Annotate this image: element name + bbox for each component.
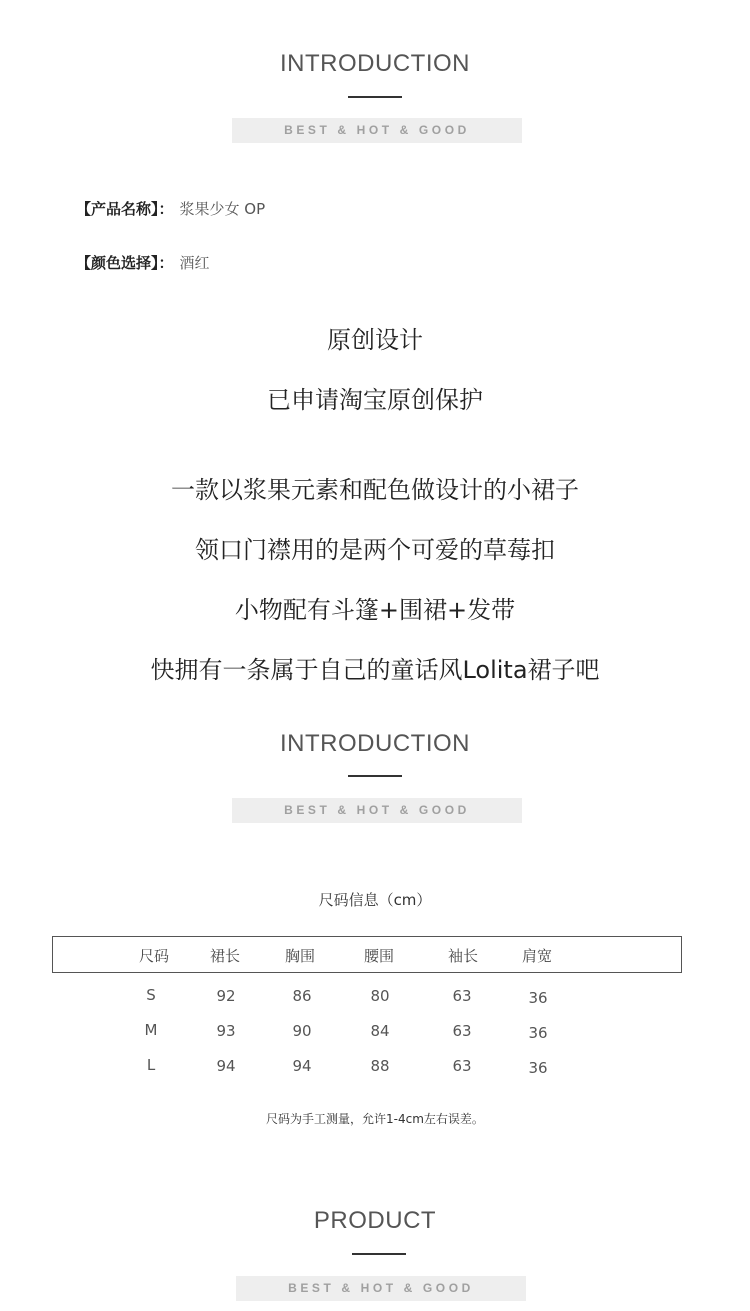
size-chart-cell: 36	[528, 1059, 548, 1077]
size-chart-cell: 94	[292, 1057, 312, 1075]
product-color-row	[76, 252, 210, 273]
size-chart-cell: 63	[452, 1022, 472, 1040]
size-chart-cell: S	[146, 986, 156, 1004]
product-name-row	[76, 198, 265, 219]
section-tagline: BEST & HOT & GOOD	[232, 798, 522, 823]
section-tagline: BEST & HOT & GOOD	[236, 1276, 526, 1301]
section-divider	[348, 96, 402, 98]
section-title-product: PRODUCT	[313, 1207, 437, 1234]
size-chart-cell: 36	[528, 989, 548, 1007]
description-line: 快拥有一条属于自己的童话风Lolita裙子吧	[150, 656, 600, 684]
description-line: 一款以浆果元素和配色做设计的小裙子	[171, 476, 579, 504]
description-line: 领口门襟用的是两个可爱的草莓扣	[195, 536, 555, 564]
size-chart-cell: 80	[370, 987, 390, 1005]
section-divider	[352, 1253, 406, 1255]
section-divider	[348, 775, 402, 777]
product-name-label: 【产品名称】：	[76, 200, 174, 218]
size-chart-cell: 90	[292, 1022, 312, 1040]
size-chart-note: 尺码为手工测量，允许1-4cm左右误差。	[266, 1112, 484, 1126]
size-chart-header-cell: 裙长	[209, 947, 240, 965]
description-line: 小物配有斗篷+围裙+发带	[234, 596, 516, 624]
description-line: 原创设计	[327, 326, 423, 354]
product-color-value: 酒红	[179, 254, 210, 272]
size-chart-cell: 92	[216, 987, 236, 1005]
size-chart-caption: 尺码信息（cm）	[318, 891, 432, 909]
size-chart-cell: 94	[216, 1057, 236, 1075]
size-chart-cell: 63	[452, 987, 472, 1005]
section-title-introduction: INTRODUCTION	[280, 50, 470, 77]
product-color-label: 【颜色选择】：	[76, 254, 174, 272]
size-chart-header-cell: 肩宽	[521, 947, 552, 965]
section-tagline: BEST & HOT & GOOD	[232, 118, 522, 143]
product-name-value: 浆果少女 OP	[179, 200, 266, 218]
description-line: 已申请淘宝原创保护	[267, 386, 483, 414]
size-chart-header-cell: 尺码	[138, 947, 169, 965]
size-chart-cell: 88	[370, 1057, 390, 1075]
size-chart-cell: 63	[452, 1057, 472, 1075]
size-chart-cell: M	[144, 1021, 158, 1039]
size-chart-header-cell: 胸围	[284, 947, 315, 965]
size-chart-cell: L	[146, 1056, 156, 1074]
size-chart-header-cell: 腰围	[363, 947, 394, 965]
size-chart-header-cell: 袖长	[447, 947, 478, 965]
size-chart-cell: 36	[528, 1024, 548, 1042]
size-chart-cell: 84	[370, 1022, 390, 1040]
section-title-introduction: INTRODUCTION	[280, 730, 470, 757]
size-chart-cell: 93	[216, 1022, 236, 1040]
size-chart-cell: 86	[292, 987, 312, 1005]
